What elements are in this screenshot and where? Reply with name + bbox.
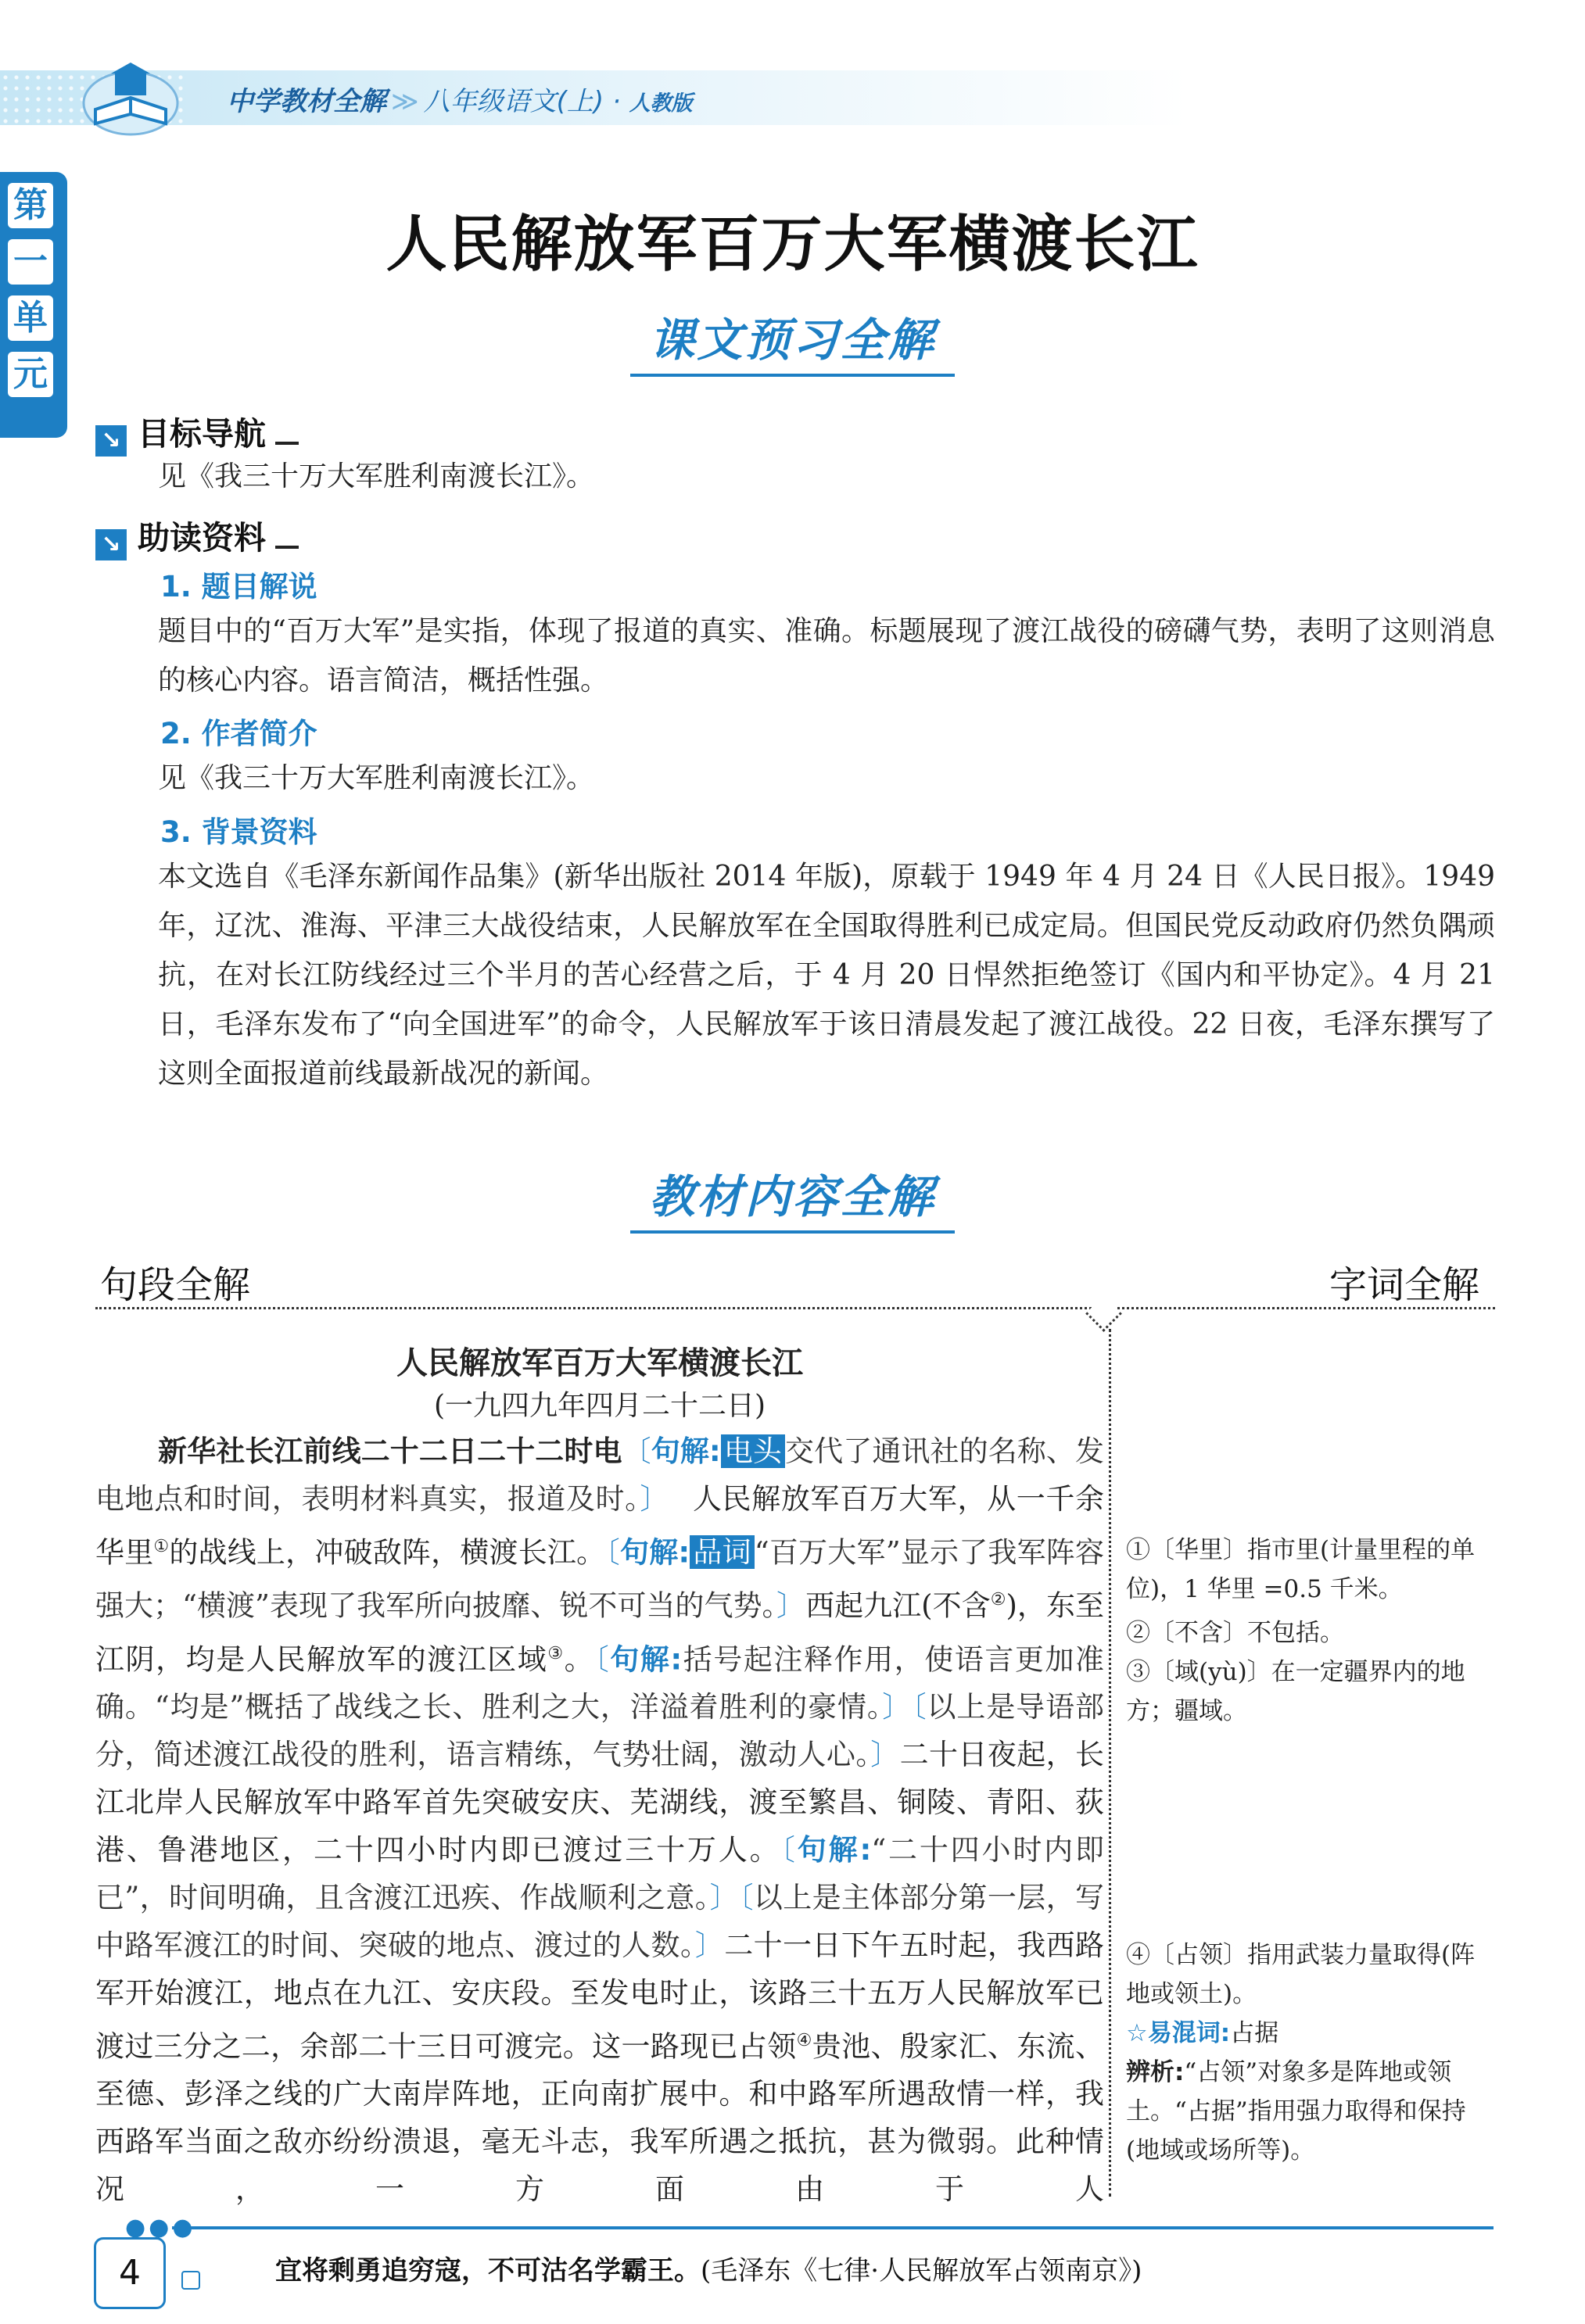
column-label-sentence: 句段全解 — [100, 1263, 251, 1307]
comment: 〔句解: 电头 交代了通讯社的名称、发电地点和时间，表明材料真实，报道及时。〕 — [95, 1434, 1105, 1516]
article-body: 新华社长江前线二十二日二十二时电〔句解: 电头 交代了通讯社的名称、发电地点和时间，表明材料真实，报道及时。〕 人民解放军百万大军，从一千余华里①的战线上，冲破敌阵，横渡长江。〔句解: 品词 “百万大军”显示了我军阵容强大；“横渡”表现了我军所向披靡、锐不可当的气势。〕西起九江(不含②)，东至江阴，均是人民解放军的渡江区域③。〔句解:括号起注释作用，使语言更加准确。“均是”概括了战线之长、胜利之大，洋溢着胜利的豪情。〕〔以上是导语部分，简述渡江战役的胜利，语言精练，气势壮阔，激动人心。〕二十日夜起，长江北岸人民解放军中路军首先突破安庆、芜湖线，渡至繁昌、铜陵、青阳、荻港、鲁港地区，二十四小时内即已渡过三十万人。〔句解:“二十四小时内即已”，时间明确，且含渡江迅疾、作战顺利之意。〕〔以上是主体部分第一层，写中路军渡江的时间、突破的地点、渡过的人数。〕二十一日下午五时起，我西路军开始渡江，地点在九江、安庆段。至发电时止，该路三十五万人民解放军已渡过三分之二，余部二十三日可渡完。这一路现已占领④贵池、殷家汇、东流、至德、彭泽之线的广大南岸阵地，正向南扩展中。和中路军所遇敌情一样，我西路军当面之敌亦纷纷溃退，毫无斗志，我军所遇之抵抗，甚为微弱。此种情况，一方面由于人 — [95, 1434, 1105, 2207]
header-grade: 八年级语文(上) — [423, 86, 604, 117]
arrow-icon: ↘ — [95, 425, 127, 457]
background-text: 本文选自《毛泽东新闻作品集》(新华出版社 2014 年版)，原载于 1949 年 4 月 24 日《人民日报》。1949 年，辽沈、淮海、平津三大战役结束，人民解放军在全国取得胜利已成定局。但国民党反动政府仍然负隅顽抗，在对长江防线经过三个半月的苦心经营之后，于 4 月 20 日悍然拒绝签订《国内和平协定》。4 月 21 日，毛泽东发布了“向全国进军”的命令，人民解放军于该日清晨发起了渡江战役。22 日夜，毛泽东撰写了这则全面报道前线最新战况的新闻。 — [158, 861, 1495, 1090]
column-divider — [1109, 1329, 1111, 2197]
footer-quote: 宜将剩勇追穷寇，不可沽名学霸王。(毛泽东《七律·人民解放军占领南京》) — [275, 2255, 1142, 2286]
goal-text: 见《我三十万大军胜利南渡长江》。 — [158, 460, 595, 492]
note-3: ③〔域(yù)〕在一定疆界内的地方；疆域。 — [1126, 1658, 1465, 1725]
news-lead: 新华社长江前线二十二日二十二时电 — [158, 1434, 622, 1468]
comment: 〔句解:括号起注释作用，使语言更加准确。“均是”概括了战线之长、胜利之大，洋溢着胜利的豪情。〕〔以上是导语部分，简述渡江战役的胜利，语言精练，气势壮阔，激动人心。〕 — [95, 1642, 1105, 1771]
section-preview-heading: 课文预习全解 — [0, 303, 1585, 377]
page-title: 人民解放军百万大军横渡长江 — [385, 209, 1200, 280]
section-content-heading: 教材内容全解 — [0, 1160, 1585, 1234]
analysis: 辨析:“占领”对象多是阵地或领土。“占据”指用强力取得和保持(地域或场所等)。 — [1126, 2058, 1466, 2165]
sub-heading-background: 3. 背景资料 — [160, 815, 317, 849]
header-series: 中学教材全解 — [227, 86, 386, 117]
reading-heading: ↘ 助读资料 — [95, 512, 299, 560]
sub-heading-author: 2. 作者简介 — [160, 717, 317, 750]
header-publisher: 人教版 — [629, 91, 693, 116]
footer-dots: ●●● — [125, 2214, 196, 2241]
unit-tab-char: 元 — [8, 352, 53, 397]
unit-tab-char: 第 — [8, 183, 53, 228]
author-text: 见《我三十万大军胜利南渡长江》。 — [158, 762, 595, 794]
confuse-words: ☆易混词:占据 — [1126, 2019, 1279, 2047]
note-1: ①〔华里〕指市里(计量里程的单位)，1 华里 =0.5 千米。 — [1126, 1536, 1476, 1603]
footer-square-icon — [181, 2271, 200, 2290]
unit-tab-char: 一 — [8, 239, 53, 285]
book-logo-icon — [72, 55, 189, 141]
comment: 〔句解: 品词 “百万大军”显示了我军阵容强大；“横渡”表现了我军所向披靡、锐不可当的气势。〕 — [95, 1535, 1105, 1623]
sub-heading-title-explain: 1. 题目解说 — [160, 570, 317, 603]
divider — [95, 1307, 1495, 1309]
note-2: ②〔不含〕不包括。 — [1126, 1619, 1344, 1647]
arrow-icon: ↘ — [95, 529, 127, 560]
comment: 〔句解:“二十四小时内即已”，时间明确，且含渡江迅疾、作战顺利之意。〕〔以上是主体部分第一层，写中路军渡江的时间、突破的地点、渡过的人数。〕 — [95, 1832, 1105, 1962]
header-title: 中学教材全解 ≫ 八年级语文(上) · 人教版 — [227, 86, 693, 117]
goal-heading: ↘ 目标导航 — [95, 408, 299, 457]
page-number: 4 — [94, 2237, 166, 2309]
note-4: ④〔占领〕指用武装力量取得(阵地或领土)。 — [1126, 1941, 1476, 2008]
article-date: (一九四九年四月二十二日) — [433, 1390, 766, 1422]
unit-tab-char: 单 — [8, 295, 53, 341]
title-explain-text: 题目中的“百万大军”是实指，体现了报道的真实、准确。标题展现了渡江战役的磅礴气势，表明了这则消息的核心内容。语言简洁，概括性强。 — [158, 615, 1495, 696]
footer-line — [172, 2226, 1494, 2229]
article-title: 人民解放军百万大军横渡长江 — [396, 1345, 803, 1381]
divider-notch — [1085, 1295, 1122, 1332]
column-label-words: 字词全解 — [1329, 1263, 1480, 1307]
